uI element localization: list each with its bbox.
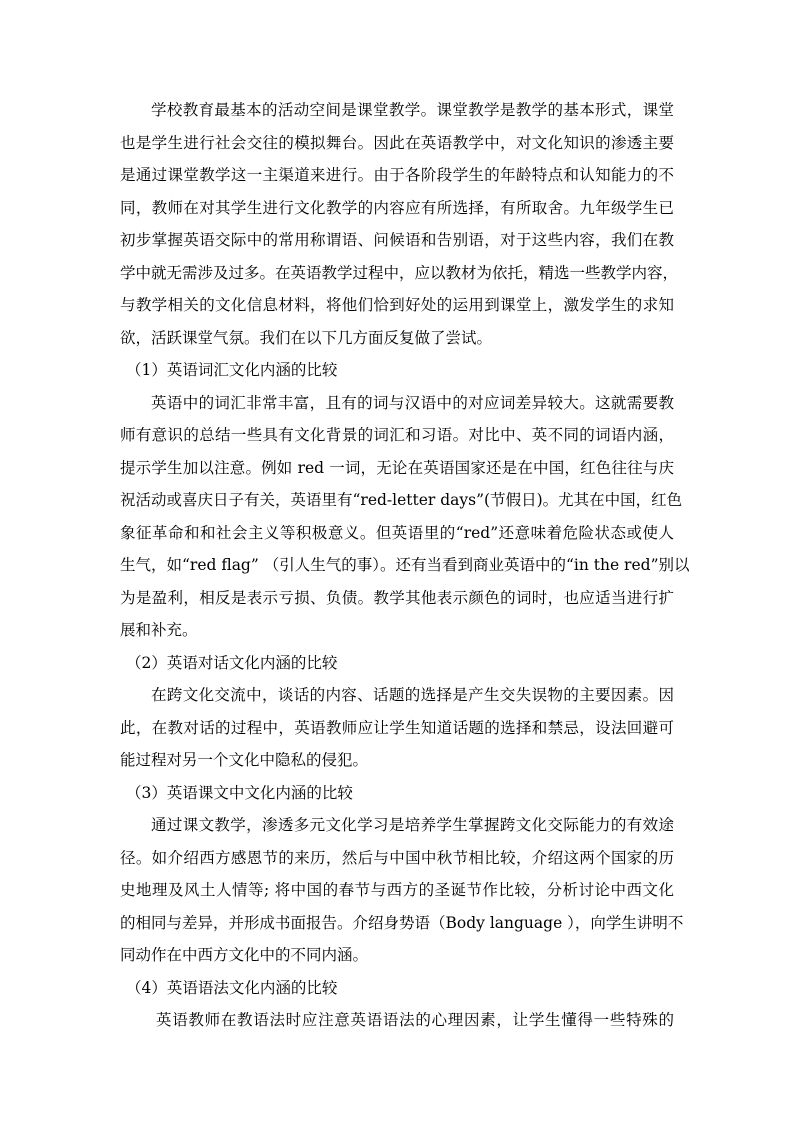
paragraph-grammar <box>120 1004 674 1037</box>
text-line: 生气，如“red flag” （引人生气的事）。还有当看到商业英语中的“in the red”别以 <box>120 556 690 574</box>
text-line: 史地理及风土人情等; 将中国的春节与西方的圣诞节作比较，分析讨论中西文化 <box>120 881 674 899</box>
text-line: 通过课文教学，渗透多元文化学习是培养学生掌握跨文化交际能力的有效途 <box>151 816 674 834</box>
text-line: 学校教育最基本的活动空间是课堂教学。课堂教学是教学的基本形式，课堂 <box>151 101 674 119</box>
text-line: 也是学生进行社会交往的模拟舞台。因此在英语教学中，对文化知识的渗透主要 <box>120 133 674 152</box>
text-line: 能过程对另一个文化中隐私的侵犯。 <box>120 751 369 769</box>
text-line: 英语中的词汇非常丰富，且有的词与汉语中的对应词差异较大。这就需要教 <box>151 393 674 412</box>
text-line: 师有意识的总结一些具有文化背景的词汇和习语。对比中、英不同的词语内涵， <box>120 426 674 444</box>
text-line: 学中就无需涉及过多。在英语教学过程中，应以教材为依托，精选一些教学内容， <box>120 263 679 282</box>
text-line: 此，在教对话的过程中，英语教师应让学生知道话题的选择和禁忌，设法回避可 <box>120 718 674 737</box>
text-line: 同，教师在对其学生进行文化教学的内容应有所选择，有所取舍。九年级学生已 <box>120 198 674 217</box>
text-line: 欲，活跃课堂气氛。我们在以下几方面反复做了尝试。 <box>120 328 493 347</box>
text-line: 的相同与差异，并形成书面报告。介绍身势语（Body language ），向学生讲明不 <box>120 913 684 932</box>
paragraph-dialogue <box>120 679 674 777</box>
section-heading-grammar: （4）英语语法文化内涵的比较 <box>126 978 338 997</box>
paragraph-texts <box>120 809 684 972</box>
text-line: 径。如介绍西方感恩节的来历，然后与中国中秋节相比较，介绍这两个国家的历 <box>120 848 674 867</box>
section-heading-dialogue: （2）英语对话文化内涵的比较 <box>126 653 338 672</box>
text-line: 祝活动或喜庆日子有关，英语里有“red-letter days”(节假日)。尤其在中国，红色 <box>120 491 683 509</box>
section-heading-texts: （3）英语课文中文化内涵的比较 <box>126 783 353 802</box>
text-line: 与教学相关的文化信息材料，将他们恰到好处的运用到课堂上，激发学生的求知 <box>120 296 674 314</box>
text-line: 提示学生加以注意。例如 red 一词，无论在英语国家还是在中国，红色往往与庆 <box>120 458 674 477</box>
paragraph-vocabulary <box>120 387 690 647</box>
text-line: 展和补充。 <box>120 621 198 639</box>
text-line: 是通过课堂教学这一主渠道来进行。由于各阶段学生的年龄特点和认知能力的不 <box>120 166 674 184</box>
text-line: 同动作在中西方文化中的不同内涵。 <box>120 946 369 964</box>
text-line: 为是盈利，相反是表示亏损、负债。教学其他表示颜色的词时，也应适当进行扩 <box>120 588 674 607</box>
text-line: 象征革命和和社会主义等积极意义。但英语里的“red”还意味着危险状态或使人 <box>120 523 674 542</box>
text-line: 英语教师在教语法时应注意英语语法的心理因素，让学生懂得一些特殊的 <box>156 1011 674 1029</box>
paragraph-classroom-teaching <box>120 94 679 354</box>
text-line: 在跨文化交流中，谈话的内容、话题的选择是产生交失误物的主要因素。因 <box>151 686 674 704</box>
document-body <box>120 94 690 1037</box>
text-line: 初步掌握英语交际中的常用称谓语、问候语和告别语，对于这些内容，我们在教 <box>120 231 674 249</box>
section-heading-vocabulary: （1）英语词汇文化内涵的比较 <box>126 361 338 379</box>
